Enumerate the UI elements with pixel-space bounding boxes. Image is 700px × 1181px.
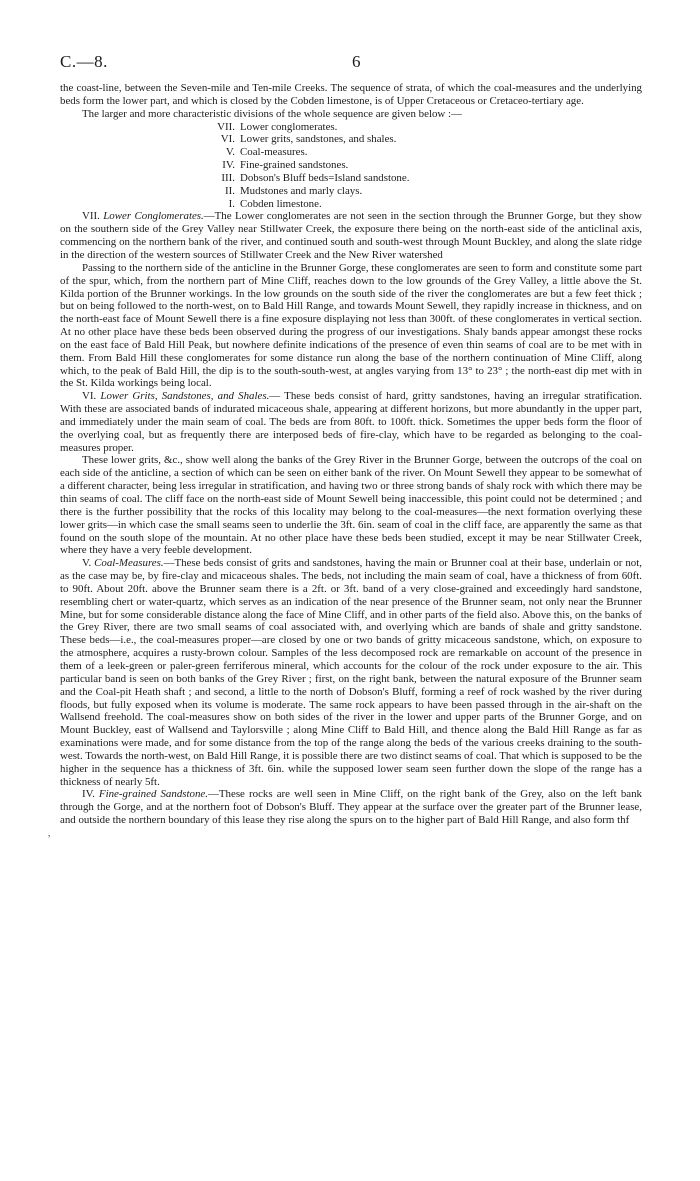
sequence-item: II. Mudstones and marly clays. xyxy=(225,184,363,197)
page-header xyxy=(60,52,642,82)
margin-mark: , xyxy=(48,828,51,838)
sequence-item: III. Dobson's Bluff beds=Island sandstone. xyxy=(221,171,410,184)
section-heading: Lower Grits, Sandstones, and Shales. xyxy=(100,390,270,403)
document-body xyxy=(60,82,642,827)
sequence-item: VII. Lower conglomerates. xyxy=(217,120,338,133)
section-paragraph: Passing to the northern side of the anticline in the Brunner Gorge, these conglomerates are seen to form and constitute some part of the spur, which, from the northern part of Mine Cliff, reaches down to the low grounds of the Grey Valley, a little above the St. Kilda portion of the Brunner workings. In the low grounds on the south side of the river the conglomerates are but a few feet thick ; but on being followed to the north-west, on to Bald Hill Range, and towards Mount Sewell, they rapidly increase in thickness, and on the north-east face of Mount Sewell there is a fine exposure displaying not less than 300ft. of these conglomerates in vertical section. At no other place have these beds been observed during the progress of our investigations. Shaly bands appear amongst these rocks on the east face of Bald Hill Peak, but nowhere definite indications of the presence of even thin seams of coal are to be met with in them. From Bald Hill these conglomerates for some distance run along the base of the northern continuation of Mine Cliff, along which, to the peak of Bald Hill, the dip is to the south-south-west, at angles varying from 13° to 23° ; the north-east dip met with in the St. Kilda workings being local. xyxy=(60,261,642,390)
section-paragraph: V. Coal-Measures.—These beds consist of grits and sandstones, having the main or Brunner coal at their base, underlain or not, as the case may be, by fire-clay and micaceous shales. The beds, not including the main seam of coal, have a thickness of from 60ft. to 90ft. About 20ft. above the Brunner seam there is a 2ft. or 3ft. band of a very close-grained and exceedingly hard sandstone, resembling chert or water-quartz, which serves as an indication of the near presence of the Brunner seam, not only near the Brunner Mine, but for some considerable distance along the face of Mine Cliff, and in other parts of the field also. Above this, on the banks of the Grey River, there are two small seams of coal associated with, and overlying which are bands of shale and gritty sandstone. These beds—i.e., the coal-measures proper—are closed by one or two bands of gritty micaceous sandstone, which, on exposure to the atmosphere, acquires a rusty-brown colour. Samples of the less decomposed rock are remarkable on account of the presence in them of a leek-green or paler-green ferriferous mineral, which accounts for the colour of the rock under exposure to the air. This particular band is seen on both banks of the Grey River ; first, on the right bank, between the natural exposure of the Brunner seam and the Coal-pit Heath shaft ; and second, a little to the north of Dobson's Bluff, forming a reef of rock washed by the river during floods, but fully exposed when its volume is moderate. The same rock appears to have been passed through in the air-shaft on the Wallsend freehold. The coal-measures show on both sides of the river in the lower and upper parts of the Brunner Gorge, and on Mount Buckley, east of Wallsend and Taylorsville ; along Mine Cliff to Bald Hill, and thence along the Bald Hill Range as far as examinations were made, and for some distance from the top of the range along the beds of the various creeks draining to the south-west. Towards the north-west, on Bald Hill Range, it is possible there are two distinct seams of coal. That which is supposed to be the higher in the sequence has a thickness of 3ft. 6in. while the supposed lower seam seen further down the slope of the range has a thickness of nearly 5ft. xyxy=(60,557,642,788)
sequence-item: VI. Lower grits, sandstones, and shales. xyxy=(220,133,397,146)
sequence-item: V. Coal-measures. xyxy=(225,146,308,159)
sequence-item: I. Cobden limestone. xyxy=(228,197,322,210)
section-paragraph: VI. Lower Grits, Sandstones, and Shales.— These beds consist of hard, gritty sandstones, having an irregular stratification. With these are associated bands of indurated micaceous shale, appearing at different horizons, but more abundantly in the upper part, and immediately under the main seam of coal. The beds are from 80ft. to 100ft. thick. Sometimes the upper beds form the floor of the overlying coal, but as frequently there are interposed beds of fire-clay, which have to be regarded as belonging to the coal-measures proper. xyxy=(60,390,642,454)
sequence-item: IV. Fine-grained sandstones. xyxy=(222,159,349,172)
section-heading: Lower Conglomerates. xyxy=(103,210,204,223)
section-paragraph: IV. Fine-grained Sandstone.—These rocks are well seen in Mine Cliff, on the right bank of the Grey, also on the left bank through the Gorge, and at the northern foot of Dobson's Bluff. They appear at the surface over the greater part of the Brunner lease, and outside the northern boundary of this lease they rise along the spurs on to the higher part of Bald Hill Range, and also form thf xyxy=(60,788,642,827)
document-reference: C.—8. xyxy=(60,52,108,71)
page-number: 6 xyxy=(352,52,361,71)
strata-sequence-list xyxy=(60,121,642,211)
section-heading: Coal-Measures. xyxy=(94,557,164,570)
section-paragraph: VII. Lower Conglomerates.—The Lower conglomerates are not seen in the section through the Brunner Gorge, but they show on the southern side of the Grey Valley near Stillwater Creek, the exposure there being on the north-east side of the anticlinal axis, commencing on the northern bank of the river, and continued south and south-west through Mount Buckley, and along the slate ridge in the direction of the western sources of Stillwater Creek and the New River watershed xyxy=(60,210,642,261)
section-paragraph: These lower grits, &c., show well along the banks of the Grey River in the Brunner Gorge, between the outcrops of the coal on each side of the anticline, a section of which can be seen on either bank of the river. On Mount Sewell they appear to be somewhat of a different character, being less irregular in stratification, and having two or three strong bands of shaly rock with which there may be thin seams of coal. The cliff face on the north-east side of Mount Sewell being inaccessible, this point could not be determined ; and there is the further possibility that the rocks of this locality may belong to the coal-measures—the next formation overlying these lower grits—in which case the small seams seen to underlie the 3ft. 6in. seam of coal in the cliff face, are apparently the same as that found on the south slope of the mountain. At no other place have these beds been studied, except it may be near Stillwater Creek, where they have a very feeble development. xyxy=(60,454,642,557)
section-heading: Fine-grained Sandstone. xyxy=(98,788,208,801)
intro-paragraph: the coast-line, between the Seven-mile and Ten-mile Creeks. The sequence of strata, of which the coal-measures and the underlying beds form the lower part, and which is closed by the Cobden limestone, is of Upper Cretaceous or Cretaceo-tertiary age. xyxy=(60,82,642,107)
sequence-intro: The larger and more characteristic divisions of the whole sequence are given below :— xyxy=(82,107,462,120)
